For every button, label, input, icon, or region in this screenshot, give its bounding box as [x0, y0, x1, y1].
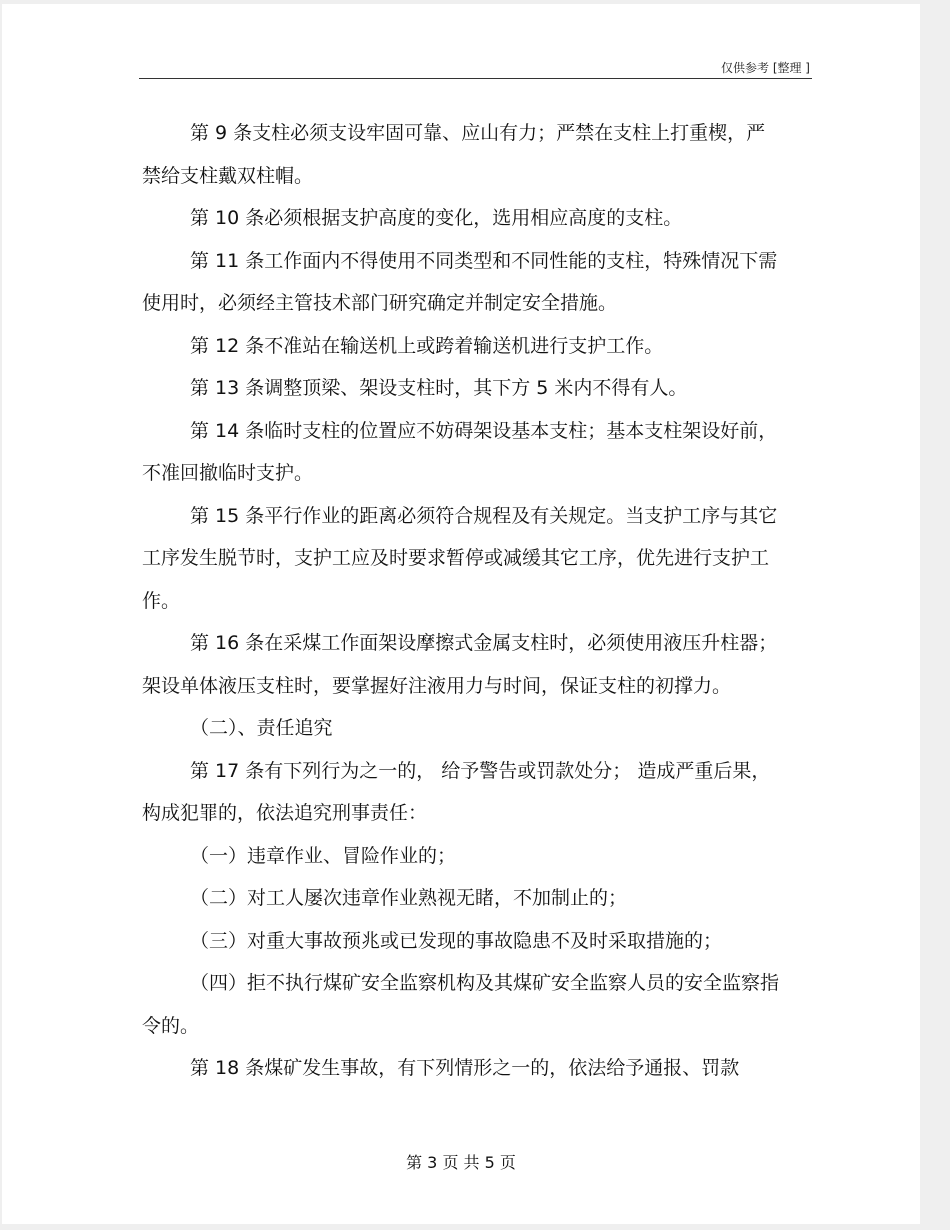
- article-15: 第 15 条平行作业的距离必须符合规程及有关规定。当支护工序与其它工序发生脱节时，支护工应及时要求暂停或减缓其它工序，优先进行支护工作。: [142, 504, 778, 612]
- article-11: 第 11 条工作面内不得使用不同类型和不同性能的支柱，特殊情况下需使用时，必须经主管技术部门研究确定并制定安全措施。: [142, 249, 778, 314]
- header-note: 仅供参考 [整理 ]: [721, 61, 810, 75]
- document-page: [2, 4, 920, 1224]
- section-heading-liability: （二）、责任追究: [190, 717, 333, 739]
- article-16: 第 16 条在采煤工作面架设摩擦式金属支柱时，必须使用液压升柱器；架设单体液压支柱时，要掌握好注液用力与时间，保证支柱的初撑力。: [142, 632, 778, 697]
- article-10: 第 10 条必须根据支护高度的变化，选用相应高度的支柱。: [190, 207, 683, 229]
- list-item-2: （二）对工人屡次违章作业熟视无睹，不加制止的；: [190, 887, 628, 909]
- article-9: 第 9 条支柱必须支设牢固可靠、应山有力；严禁在支柱上打重楔，严禁给支柱戴双柱帽。: [142, 122, 766, 187]
- page-number: 第 3 页 共 5 页: [406, 1153, 516, 1172]
- article-12: 第 12 条不准站在输送机上或跨着输送机进行支护工作。: [190, 334, 664, 357]
- header-divider: [139, 78, 812, 79]
- article-18: 第 18 条煤矿发生事故，有下列情形之一的，依法给予通报、罚款: [190, 1057, 740, 1079]
- list-item-4: （四）拒不执行煤矿安全监察机构及其煤矿安全监察人员的安全监察指令的。: [142, 972, 780, 1037]
- article-13: 第 13 条调整顶梁、架设支柱时，其下方 5 米内不得有人。: [190, 377, 688, 399]
- article-14: 第 14 条临时支柱的位置应不妨碍架设基本支柱；基本支柱架设好前，不准回撤临时支护。: [142, 419, 778, 484]
- document-body: [142, 112, 782, 1090]
- article-17: 第 17 条有下列行为之一的， 给予警告或罚款处分； 造成严重后果，构成犯罪的，依法追究刑事责任：: [142, 759, 771, 824]
- list-item-3: （三）对重大事故预兆或已发现的事故隐患不及时采取措施的；: [190, 929, 723, 952]
- list-item-1: （一）违章作业、冒险作业的；: [190, 844, 457, 867]
